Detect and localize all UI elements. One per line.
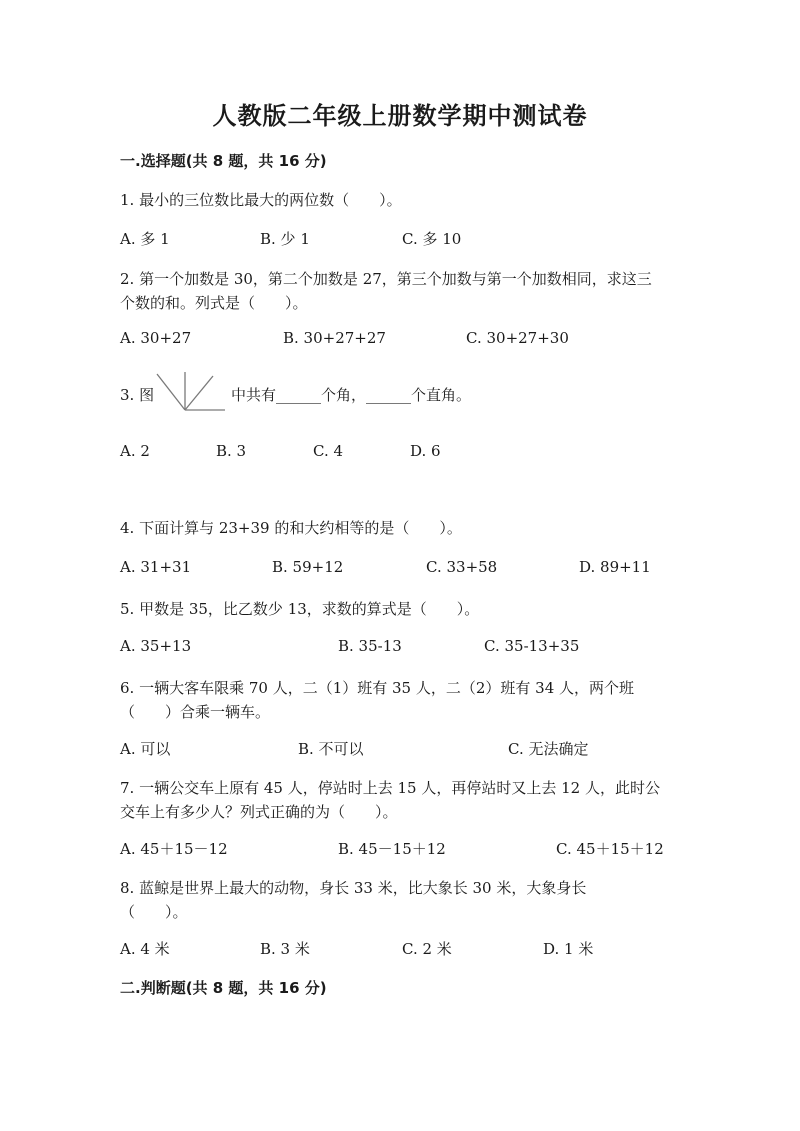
question-2-text-line2: 个数的和。列式是（ ）。 <box>120 294 308 312</box>
question-7-text-line2: 交车上有多少人？列式正确的为（ ）。 <box>120 803 398 821</box>
question-6-option-a: A. 可以 <box>120 740 171 758</box>
question-3-text-suffix: 中共有______个角，______个直角。 <box>231 386 472 404</box>
question-2-option-a: A. 30+27 <box>120 329 192 347</box>
question-1-text: 1. 最小的三位数比最大的两位数（ ）。 <box>120 191 402 209</box>
question-6-option-c: C. 无法确定 <box>508 740 589 758</box>
question-4-option-d: D. 89+11 <box>579 558 651 576</box>
question-4-text: 4. 下面计算与 23+39 的和大约相等的是（ ）。 <box>120 519 462 537</box>
question-1-option-c: C. 多 10 <box>402 230 462 248</box>
question-7-option-a: A. 45＋15－12 <box>120 840 228 858</box>
question-6-text-line1: 6. 一辆大客车限乘 70 人，二（1）班有 35 人，二（2）班有 34 人，两个班 <box>120 679 635 697</box>
question-8-text-line1: 8. 蓝鲸是世界上最大的动物，身长 33 米，比大象长 30 米，大象身长 <box>120 879 587 897</box>
question-8-option-c: C. 2 米 <box>402 940 452 958</box>
question-3-option-d: D. 6 <box>410 442 441 460</box>
question-5-option-c: C. 35-13+35 <box>484 637 580 655</box>
question-2-option-b: B. 30+27+27 <box>283 329 386 347</box>
question-8-option-d: D. 1 米 <box>543 940 594 958</box>
question-7-text-line1: 7. 一辆公交车上原有 45 人，停站时上去 15 人，再停站时又上去 12 人，此时公 <box>120 779 660 797</box>
question-5-text: 5. 甲数是 35，比乙数少 13，求数的算式是（ ）。 <box>120 600 480 618</box>
question-7-option-c: C. 45＋15＋12 <box>556 840 664 858</box>
question-4-option-b: B. 59+12 <box>272 558 344 576</box>
question-1-option-b: B. 少 1 <box>260 230 310 248</box>
section-heading-judgement: 二.判断题(共 8 题，共 16 分) <box>120 979 327 997</box>
question-3-option-b: B. 3 <box>216 442 247 460</box>
question-5-option-b: B. 35-13 <box>338 637 402 655</box>
question-8-option-a: A. 4 米 <box>120 940 170 958</box>
question-2-text-line1: 2. 第一个加数是 30，第二个加数是 27，第三个加数与第一个加数相同，求这三 <box>120 270 652 288</box>
question-8-text-line2: （ ）。 <box>120 903 188 921</box>
question-2-option-c: C. 30+27+30 <box>466 329 569 347</box>
question-3-option-c: C. 4 <box>313 442 344 460</box>
question-1-option-a: A. 多 1 <box>120 230 170 248</box>
question-6-option-b: B. 不可以 <box>298 740 364 758</box>
page-title: 人教版二年级上册数学期中测试卷 <box>212 102 588 130</box>
question-3-text-prefix: 3. 图 <box>120 386 155 404</box>
question-5-option-a: A. 35+13 <box>120 637 192 655</box>
question-3-option-a: A. 2 <box>120 442 150 460</box>
section-heading-choice: 一.选择题(共 8 题，共 16 分) <box>120 152 327 170</box>
question-8-option-b: B. 3 米 <box>260 940 310 958</box>
question-7-option-b: B. 45－15＋12 <box>338 840 446 858</box>
question-4-option-c: C. 33+58 <box>426 558 498 576</box>
question-4-option-a: A. 31+31 <box>120 558 192 576</box>
question-6-text-line2: （ ）合乘一辆车。 <box>120 703 271 721</box>
angle-figure-image <box>155 370 227 412</box>
